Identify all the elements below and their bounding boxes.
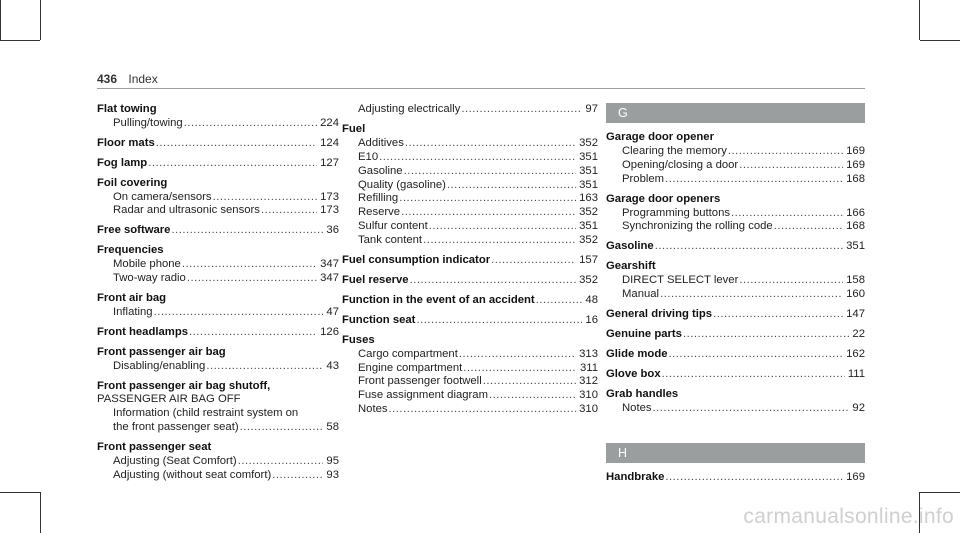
entry-heading-line[interactable]: Fuel reserve ..... 352 (342, 274, 598, 288)
crop-mark (0, 40, 40, 41)
crop-mark (920, 492, 960, 493)
index-entry (606, 348, 865, 362)
index-entry (97, 103, 339, 131)
crop-mark (0, 0, 1, 40)
index-entry (342, 274, 598, 288)
sub-entry[interactable]: On camera/sensors ..... 173 (97, 191, 339, 205)
entry-heading: Fuel (342, 122, 366, 135)
index-entry (97, 326, 339, 340)
entry-heading-line[interactable]: Fuel consumption indicator ..... 157 (342, 254, 598, 268)
crop-mark (0, 492, 40, 493)
entry-heading: Flat towing (97, 103, 157, 115)
sub-entry[interactable]: Inflating ..... 47 (97, 306, 339, 320)
index-entry (606, 131, 865, 187)
index-entry (606, 260, 865, 302)
entry-heading-line[interactable]: Gasoline ..... 351 (606, 240, 865, 254)
spacer (606, 421, 865, 443)
sub-entry[interactable]: Problem ..... 168 (606, 173, 865, 187)
page-number: 436 (97, 72, 118, 86)
entry-heading-continued: PASSENGER AIR BAG OFF (97, 393, 241, 406)
sub-entry[interactable]: Adjusting (without seat comfort) ..... 93 (97, 469, 339, 483)
entry-heading-line[interactable]: Floor mats ..... 124 (97, 137, 339, 151)
index-entry (606, 193, 865, 235)
sub-entry[interactable]: the front passenger seat) ..... 58 (97, 421, 339, 435)
entry-heading-line[interactable]: Front headlamps ..... 126 (97, 326, 339, 340)
entry-heading: Fuses (342, 333, 375, 346)
sub-entry[interactable]: Tank content ..... 352 (342, 234, 598, 248)
section-title: Index (128, 72, 158, 86)
sub-entry[interactable]: Sulfur content ..... 351 (342, 220, 598, 234)
sub-entry[interactable]: Pulling/towing ..... 224 (97, 117, 339, 131)
entry-heading: Front passenger air bag shutoff, (97, 379, 271, 392)
entry-heading: Front air bag (97, 291, 167, 304)
index-entry (342, 334, 598, 417)
sub-entry[interactable]: DIRECT SELECT lever ..... 158 (606, 274, 865, 288)
sub-entry[interactable]: Manual ..... 160 (606, 288, 865, 302)
sub-entry[interactable]: Opening/closing a door ..... 169 (606, 159, 865, 173)
sub-entry[interactable]: Notes ..... 310 (342, 403, 598, 417)
watermark: carmanualsonline.info (743, 505, 954, 528)
index-entry (97, 224, 339, 238)
sub-entry[interactable]: Adjusting (Seat Comfort) ..... 95 (97, 455, 339, 469)
sub-entry[interactable]: Quality (gasoline) ..... 351 (342, 179, 598, 193)
entry-heading-line[interactable]: Genuine parts ..... 22 (606, 328, 865, 342)
index-entry (606, 368, 865, 382)
sub-entry[interactable]: Adjusting electrically ..... 97 (342, 103, 598, 117)
index-column-2 (342, 103, 598, 423)
entry-heading: Grab handles (606, 387, 679, 400)
crop-mark (919, 0, 920, 40)
index-entry (606, 328, 865, 342)
sub-entry[interactable]: Fuse assignment diagram ..... 310 (342, 389, 598, 403)
sub-entry[interactable]: Additives ..... 352 (342, 137, 598, 151)
entry-heading: Garage door opener (606, 131, 714, 143)
entry-heading: Front passenger air bag (97, 345, 226, 358)
sub-entry[interactable]: Two-way radio ..... 347 (97, 272, 339, 286)
entry-heading-line[interactable]: Glide mode ..... 162 (606, 348, 865, 362)
index-entry (606, 388, 865, 416)
sub-entry[interactable]: Radar and ultrasonic sensors ..... 173 (97, 204, 339, 218)
index-column-1 (97, 103, 339, 489)
header-divider (97, 88, 865, 89)
sub-entry[interactable]: Gasoline ..... 351 (342, 165, 598, 179)
sub-entry[interactable]: E10 ..... 351 (342, 151, 598, 165)
index-entry (342, 123, 598, 248)
entry-heading: Garage door openers (606, 192, 721, 205)
entry-heading-line[interactable]: Function in the event of an accident ..... 48 (342, 294, 598, 308)
index-entry (342, 294, 598, 308)
entry-heading-line[interactable]: General driving tips ..... 147 (606, 308, 865, 322)
sub-entry[interactable]: Disabling/enabling ..... 43 (97, 360, 339, 374)
index-column-3 (606, 103, 865, 491)
index-entry (97, 380, 339, 436)
entry-heading-line[interactable]: Fog lamp ..... 127 (97, 157, 339, 171)
crop-mark (920, 40, 960, 41)
entry-heading-line[interactable]: Function seat ..... 16 (342, 314, 598, 328)
entry-heading-line[interactable]: Glove box ..... 111 (606, 368, 865, 382)
sub-entry[interactable]: Programming buttons ..... 166 (606, 207, 865, 221)
entry-heading: Gearshift (606, 260, 656, 273)
index-entry (97, 177, 339, 219)
entry-heading-line[interactable]: Handbrake ..... 169 (606, 471, 865, 485)
index-entry (97, 157, 339, 171)
crop-mark (40, 0, 41, 40)
sub-entry[interactable]: Cargo compartment ..... 313 (342, 348, 598, 362)
entry-heading: Foil covering (97, 176, 168, 189)
sub-entry[interactable]: Engine compartment ..... 311 (342, 362, 598, 376)
sub-entry[interactable]: Synchronizing the rolling code ..... 168 (606, 220, 865, 234)
index-entry (97, 244, 339, 286)
entry-heading-line[interactable]: Free software ..... 36 (97, 224, 339, 238)
sub-entry[interactable]: Notes ..... 92 (606, 402, 865, 416)
index-entry (97, 441, 339, 483)
sub-entry-text: Information (child restraint system on (113, 407, 299, 420)
index-entry (97, 346, 339, 374)
index-entry (606, 471, 865, 485)
index-entry (97, 292, 339, 320)
letter-divider-h: H (606, 443, 865, 463)
sub-entry[interactable]: Mobile phone ..... 347 (97, 258, 339, 272)
index-entry (342, 254, 598, 268)
sub-entry[interactable]: Front passenger footwell ..... 312 (342, 375, 598, 389)
index-entry (97, 137, 339, 151)
sub-entry[interactable]: Refilling ..... 163 (342, 192, 598, 206)
index-entry (606, 240, 865, 254)
sub-entry[interactable]: Clearing the memory ..... 169 (606, 145, 865, 159)
crop-mark (40, 492, 41, 533)
letter-divider-g: G (606, 103, 865, 123)
index-entry (606, 308, 865, 322)
index-entry (342, 103, 598, 117)
entry-heading: Frequencies (97, 244, 164, 257)
sub-entry[interactable]: Reserve ..... 352 (342, 206, 598, 220)
entry-heading: Front passenger seat (97, 441, 212, 454)
index-entry (342, 314, 598, 328)
page-header (97, 72, 158, 86)
